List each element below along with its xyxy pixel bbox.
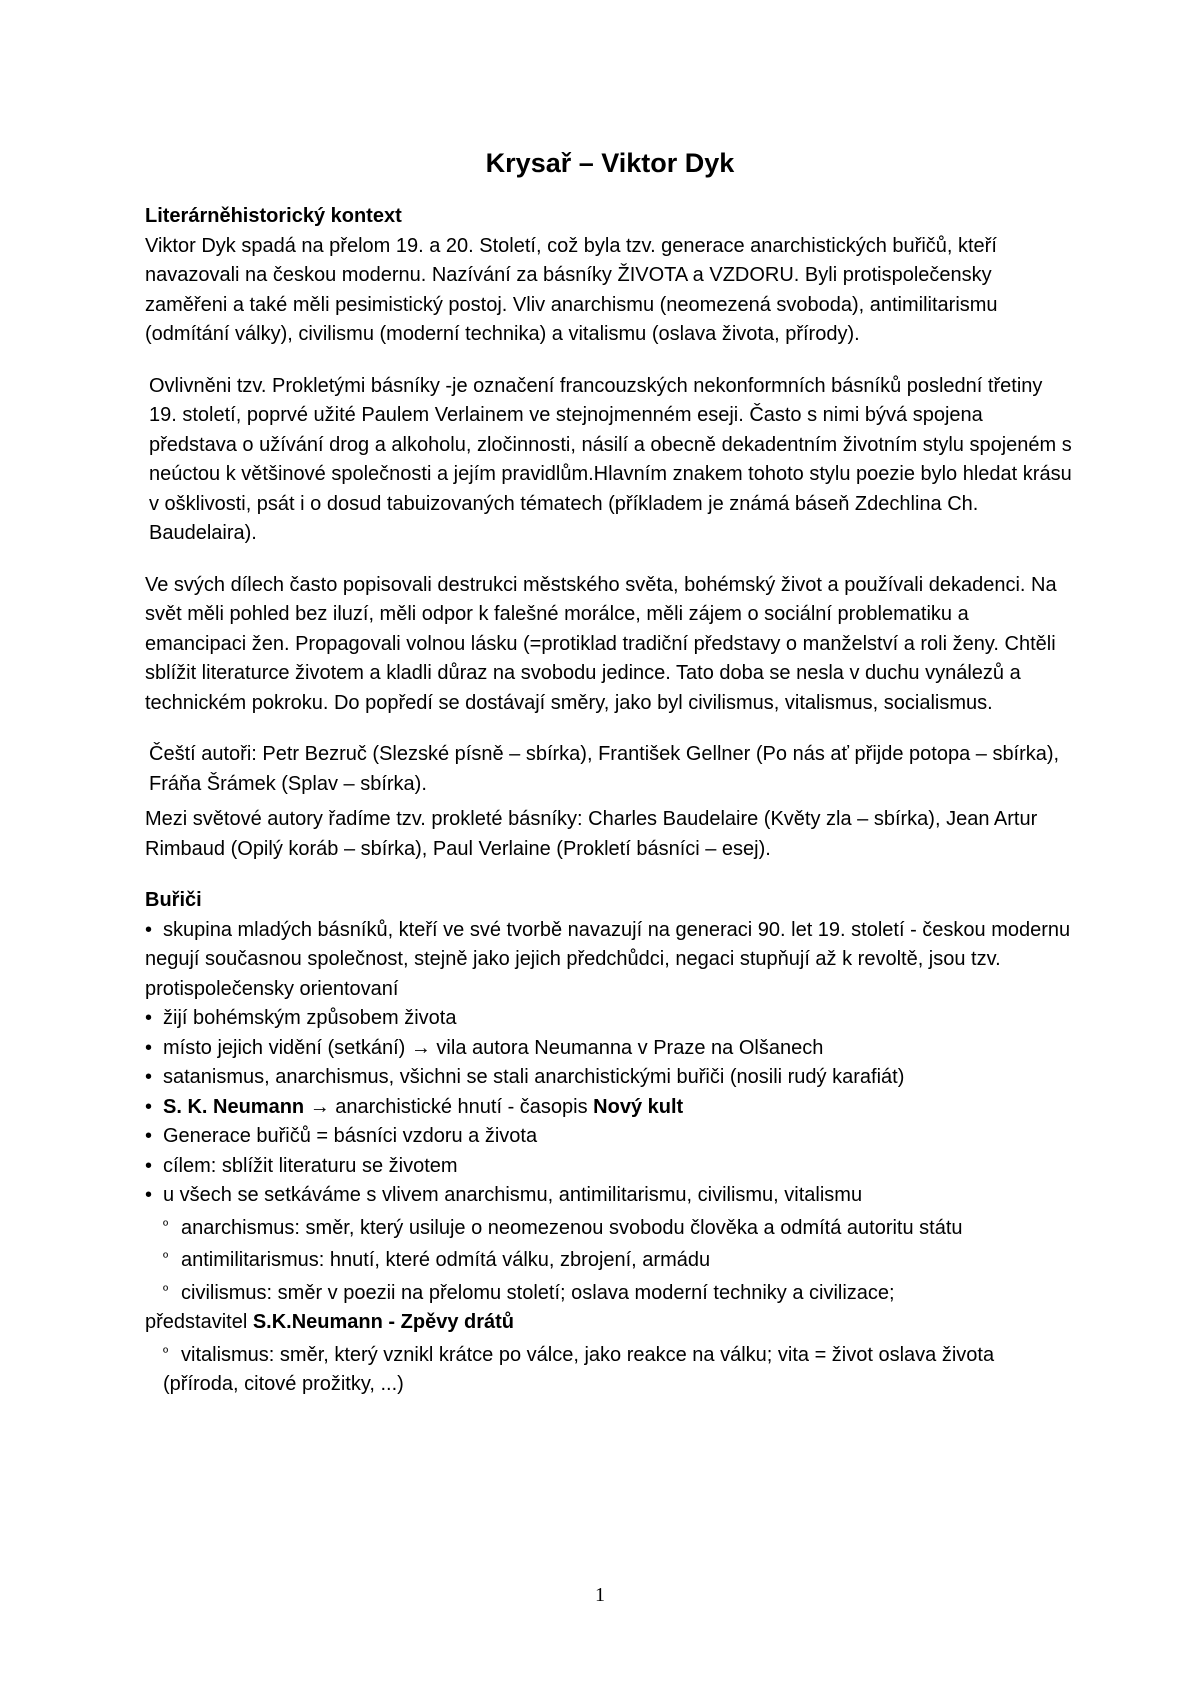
list-item-text: civilismus: směr v poezii na přelomu století; oslava moderní techniky a civilizace; — [181, 1281, 895, 1304]
list-item — [145, 1122, 1075, 1152]
bullet-icon: • — [145, 918, 153, 941]
list-item — [145, 945, 1075, 1004]
list-item-bold-text: Nový kult — [593, 1095, 684, 1118]
bullet-icon: • — [145, 1007, 153, 1029]
bullet-icon: • — [145, 1184, 153, 1206]
burici-list — [145, 916, 1075, 1400]
sub-list-item — [145, 1211, 1075, 1244]
bullet-icon: • — [145, 1154, 153, 1177]
sub-bullet-icon: º — [163, 1343, 169, 1360]
list-item-text: žijí bohémským způsobem života — [163, 1007, 457, 1029]
list-item-text: satanismus, anarchismus, všichni se stali anarchistickými buřiči (nosili rudý karafiát) — [163, 1066, 905, 1088]
list-item-text: negují současnou společnost, stejně jako jejich předchůdci, negaci stupňují až k revoltě, jsou tzv. protispolečensky orientovaní — [145, 948, 1001, 1000]
list-item — [145, 1004, 1075, 1034]
sub-bullet-icon: º — [163, 1216, 169, 1233]
list-item-text: cílem: sblížit literaturu se životem — [163, 1154, 458, 1177]
list-item-text: místo jejich vidění (setkání) → vila autora Neumanna v Praze na Olšanech — [163, 1036, 824, 1059]
paragraph-context-intro: Viktor Dyk spadá na přelom 19. a 20. Století, což byla tzv. generace anarchistických buřičů, kteří navazovali na českou modernu. Nazívání za básníky ŽIVOTA a VZDORU. Byli protispolečensky zaměřeni a také měli pesimistický postoj. Vliv anarchismu (neomezená svoboda), antimilitarismu (odmítání války), civilismu (moderní technika) a vitalismu (oslava života, přírody). — [145, 234, 998, 345]
bullet-icon: • — [145, 1095, 153, 1118]
page-content — [145, 146, 1075, 1400]
list-item-bold-text: S. K. Neumann — [163, 1095, 305, 1118]
list-item-text: u všech se setkáváme s vlivem anarchismu, antimilitarismu, civilismu, vitalismu — [163, 1184, 863, 1206]
page-number: 1 — [595, 1584, 605, 1606]
sub-list-item — [145, 1338, 1075, 1400]
sub-list-item — [145, 1276, 1075, 1309]
paragraph-cursed-poets: Ovlivněni tzv. Prokletými básníky -je označení francouzských nekonformních básníků poslední třetiny 19. století, poprvé užité Paulem Verlainem ve stejnojmenném eseji. Často s nimi bývá spojena představa o užívání drog a alkoholu, zločinnosti, násilí a obecně dekadentním životním stylu spojeném s neúctou k většinové společnosti a jejím pravidlům.Hlavním znakem tohoto stylu poezie bylo hledat krásu v ošklivosti, psát i o dosud tabuizovaných tématech (příkladem je známá báseň Zdechlina Ch. Baudelaira). — [149, 374, 1072, 544]
list-item — [145, 1152, 1075, 1182]
sub-bullet-icon: º — [163, 1281, 169, 1298]
list-item-text: antimilitarismus: hnutí, které odmítá válku, zbrojení, armádu — [181, 1249, 711, 1271]
list-item-text: představitel — [145, 1311, 253, 1333]
list-item — [145, 1181, 1075, 1211]
section-heading-burici: Buřiči — [145, 889, 202, 911]
list-item-text: skupina mladých básníků, kteří ve své tvorbě navazují na generaci 90. let 19. století - českou modernu — [163, 918, 1071, 941]
list-item-text: Generace buřičů = básníci vzdoru a života — [163, 1125, 538, 1147]
list-item — [145, 916, 1075, 946]
list-item-text: anarchismus: směr, který usiluje o neomezenou svobodu člověka a odmítá autoritu státu — [181, 1216, 963, 1239]
list-item-bold-text: S.K.Neumann - Zpěvy drátů — [252, 1311, 514, 1333]
list-item — [145, 1034, 1075, 1064]
paragraph-czech-authors: Čeští autoři: Petr Bezruč (Slezské písně – sbírka), František Gellner (Po nás ať přijde potopa – sbírka), Fráňa Šrámek (Splav – sbírka). — [149, 743, 1060, 795]
list-item — [145, 1063, 1075, 1093]
list-item — [145, 1093, 1075, 1123]
list-item-text: vitalismus: směr, který vznikl krátce po válce, jako reakce na válku; vita = život oslava života (příroda, citové prožitky, ...) — [163, 1343, 995, 1395]
list-item-text: → anarchistické hnutí - časopis — [304, 1095, 594, 1118]
bullet-icon: • — [145, 1125, 153, 1147]
sub-list-item — [145, 1243, 1075, 1276]
section-heading-context: Literárněhistorický kontext — [145, 205, 402, 227]
sub-bullet-icon: º — [163, 1249, 169, 1265]
paragraph-works-themes: Ve svých dílech často popisovali destrukci městského světa, bohémský život a používali dekadenci. Na svět měli pohled bez iluzí, měli odpor k falešné morálce, měli zájem o sociální problematiku a emancipaci žen. Propagovali volnou lásku (=protiklad tradiční představy o manželství a roli ženy. Chtěli sblížit literaturce životem a kladli důraz na svobodu jedince. Tato doba se nesla v duchu vynálezů a technickém pokroku. Do popředí se dostávají směry, jako byl civilismus, vitalismus, socialismus. — [145, 573, 1057, 714]
bullet-icon: • — [145, 1066, 153, 1088]
bullet-icon: • — [145, 1036, 153, 1059]
paragraph-world-authors: Mezi světové autory řadíme tzv. prokleté básníky: Charles Baudelaire (Květy zla – sbírka), Jean Artur Rimbaud (Opilý koráb – sbírka), Paul Verlaine (Prokletí básníci – esej). — [145, 808, 1038, 860]
page-title: Krysař – Viktor Dyk — [485, 148, 735, 178]
list-item — [145, 1308, 1075, 1338]
